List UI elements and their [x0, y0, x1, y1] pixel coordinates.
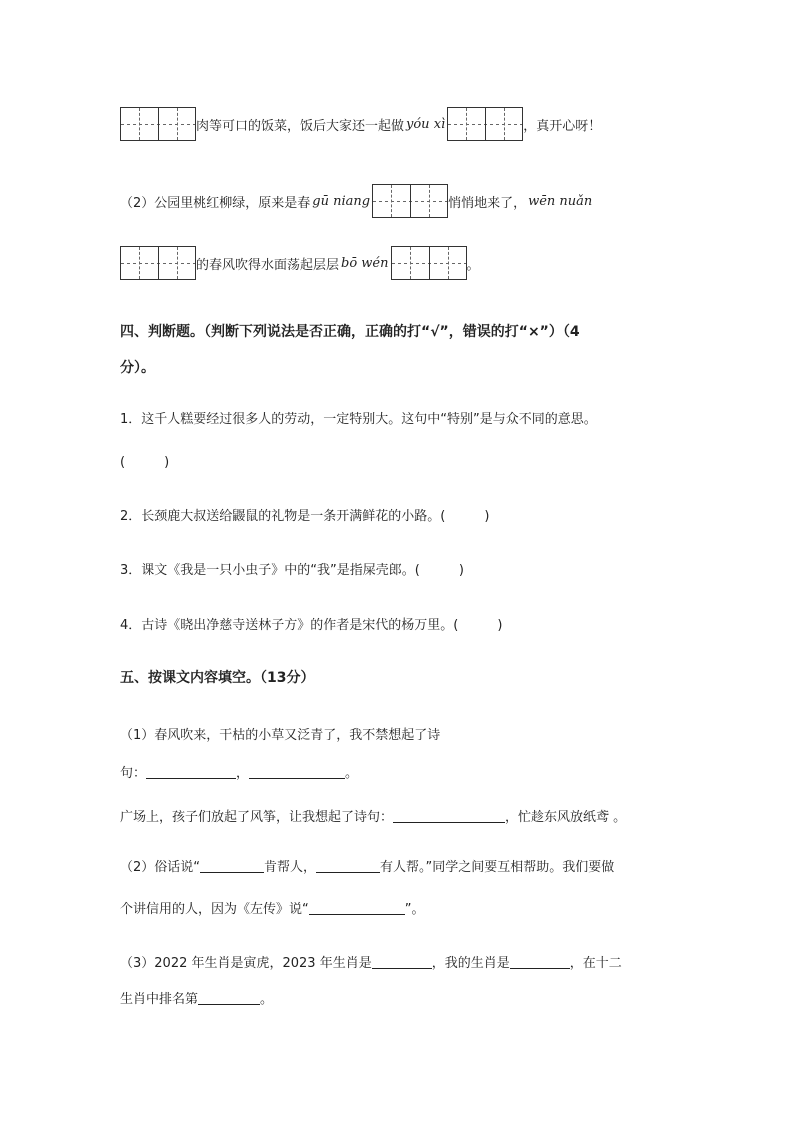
answer-blank[interactable]: [200, 858, 264, 873]
judge-item-text: 1．这千人糕要经过很多人的劳动，一定特别大。这句中“特别”是与众不同的意思。: [120, 412, 597, 427]
question-text: 。: [345, 766, 359, 781]
fill-q2-line1: [120, 856, 614, 875]
judge-item-text: 2．长颈鹿大叔送给鼹鼠的礼物是一条开满鲜花的小路。: [120, 509, 441, 524]
judge-item-3: [120, 559, 464, 578]
question-text: 有人帮。”同学之间要互相帮助。我们要做: [380, 860, 615, 875]
judge-item-4: [120, 614, 502, 633]
fill-q3-line2: [120, 988, 273, 1007]
pinyin-answer-grid[interactable]: [120, 107, 196, 141]
q3-continued-line: [120, 107, 601, 141]
question-text: 个讲信用的人，因为《左传》说“: [120, 902, 309, 917]
pinyin-answer-grid[interactable]: [120, 246, 196, 280]
pinyin-prompt: bō wén: [341, 255, 389, 271]
sentence-text: （2）公园里桃红柳绿，原来是春: [120, 195, 311, 211]
question-text: 广场上，孩子们放起了风筝，让我想起了诗句：: [120, 810, 394, 825]
pinyin-prompt: wēn nuǎn: [528, 193, 593, 209]
section4-heading-line1: 四、判断题。（判断下列说法是否正确，正确的打“√”，错误的打“×”）（4: [120, 324, 580, 340]
judge-item-1: [120, 408, 597, 427]
judge-item-2: [120, 505, 489, 524]
answer-parentheses[interactable]: ( ): [414, 563, 464, 578]
answer-blank[interactable]: [146, 764, 236, 779]
question-text: （3）2022 年生肖是寅虎，2023 年生肖是: [120, 956, 372, 971]
answer-parentheses[interactable]: ( ): [120, 455, 170, 470]
section4-heading: [120, 316, 680, 384]
question-text: ，忙趁东风放纸鸢 。: [505, 810, 627, 825]
fill-q1-line2: [120, 762, 358, 781]
judge-item-1-answer: [120, 451, 169, 470]
answer-blank[interactable]: [198, 990, 260, 1005]
answer-parentheses[interactable]: ( ): [453, 618, 503, 633]
question-text: ”。: [404, 902, 425, 917]
pinyin-answer-grid[interactable]: [447, 107, 523, 141]
question-text: 生肖中排名第: [120, 992, 199, 1007]
question-text: ，: [236, 766, 250, 781]
pinyin-answer-grid[interactable]: [372, 184, 448, 218]
section5-heading: 五、按课文内容填空。（13分）: [120, 670, 315, 686]
question-text: ，在十二: [569, 956, 622, 971]
question-text: 肯帮人，: [264, 860, 317, 875]
answer-blank[interactable]: [316, 858, 380, 873]
fill-q1-line1: [120, 724, 440, 743]
question-text: （2）俗话说“: [120, 860, 201, 875]
question-text: 句：: [120, 766, 147, 781]
answer-blank[interactable]: [309, 900, 405, 915]
sentence-text: 的春风吹得水面荡起层层: [196, 257, 340, 273]
answer-blank[interactable]: [372, 954, 432, 969]
answer-parentheses[interactable]: ( ): [440, 509, 490, 524]
fill-q3-line1: [120, 952, 622, 971]
sentence-text: ，真开心呀！: [523, 118, 602, 134]
pinyin-prompt: yóu xì: [406, 116, 446, 132]
pinyin-prompt: gū niang: [312, 193, 371, 209]
fill-q2-line2: [120, 898, 425, 917]
answer-blank[interactable]: [393, 808, 505, 823]
judge-item-text: 3．课文《我是一只小虫子》中的“我”是指屎壳郎。: [120, 563, 415, 578]
question-text: 。: [260, 992, 274, 1007]
answer-blank[interactable]: [510, 954, 570, 969]
pinyin-answer-grid[interactable]: [391, 246, 467, 280]
section4-heading-line2: 分）。: [120, 360, 155, 376]
sentence-text: 悄悄地来了，: [448, 195, 527, 211]
fill-q1-line3: [120, 806, 626, 825]
sentence-text: 。: [466, 257, 480, 273]
sentence-text: 肉等可口的饭菜，饭后大家还一起做: [196, 118, 405, 134]
question-text: ，我的生肖是: [431, 956, 510, 971]
answer-blank[interactable]: [249, 764, 345, 779]
q3-2-line2: [120, 246, 480, 280]
q3-2-line1: [120, 184, 594, 218]
judge-item-text: 4．古诗《晓出净慈寺送林子方》的作者是宋代的杨万里。: [120, 618, 454, 633]
question-text: （1）春风吹来，干枯的小草又泛青了，我不禁想起了诗: [120, 728, 441, 743]
